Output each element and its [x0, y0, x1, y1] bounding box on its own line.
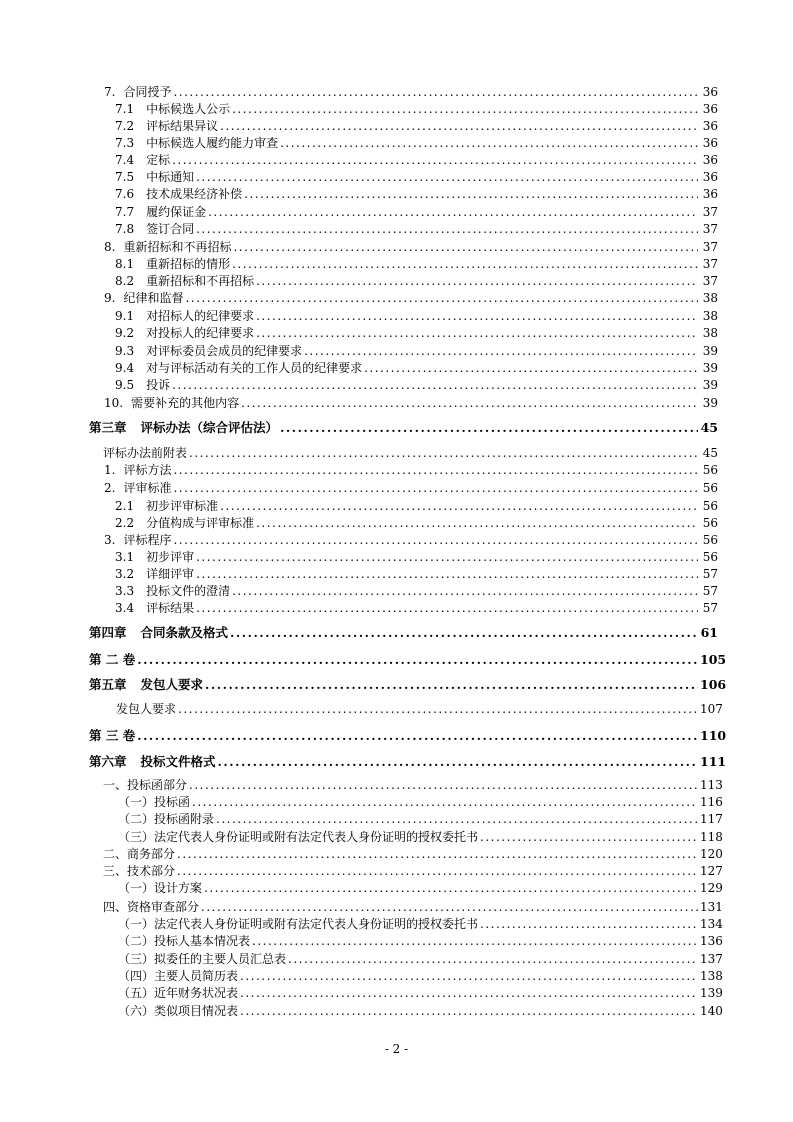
toc-chapter-entry[interactable] — [89, 754, 727, 770]
toc-entry[interactable] — [115, 515, 718, 531]
toc-entry-title: 一、投标函部分 — [103, 778, 188, 792]
toc-entry-page-number: 56 — [702, 533, 718, 547]
dot-leader — [240, 968, 698, 984]
toc-entry[interactable] — [115, 308, 718, 324]
toc-entry-page-number: 110 — [700, 728, 727, 743]
toc-entry[interactable] — [118, 968, 723, 984]
dot-leader — [216, 811, 698, 827]
toc-entry-page-number: 113 — [700, 778, 723, 792]
dot-leader — [177, 846, 698, 862]
dot-leader — [173, 462, 698, 478]
toc-entry[interactable] — [115, 583, 718, 599]
dot-leader — [232, 583, 698, 599]
toc-entry-page-number: 106 — [700, 677, 727, 692]
toc-entry-page-number: 38 — [702, 326, 718, 340]
toc-entry[interactable] — [104, 395, 718, 411]
toc-entry-number: 7.8 — [115, 222, 135, 236]
dot-leader — [172, 377, 698, 393]
toc-entry-page-number: 107 — [700, 702, 723, 716]
toc-entry-page-number: 37 — [702, 205, 718, 219]
dot-leader — [220, 498, 698, 514]
toc-entry-title: 第 二 卷 — [89, 652, 136, 667]
dot-leader — [137, 728, 698, 744]
toc-entry-title: 定标 — [146, 153, 171, 167]
toc-entry-title: （一）设计方案 — [118, 881, 203, 895]
toc-entry[interactable] — [104, 462, 718, 478]
toc-entry-number: 7.3 — [115, 136, 135, 150]
toc-entry-title: 投标文件的澄清 — [146, 584, 231, 598]
toc-entry-page-number: 118 — [700, 830, 723, 844]
toc-entry[interactable] — [118, 985, 723, 1001]
toc-entry-title: 初步评审 — [146, 550, 195, 564]
toc-entry-number: 7.4 — [115, 153, 135, 167]
toc-entry-page-number: 36 — [702, 153, 718, 167]
toc-entry-page-number: 37 — [702, 240, 718, 254]
toc-entry-title: 纪律和监督 — [123, 291, 184, 305]
dot-leader — [230, 625, 698, 641]
dot-leader — [173, 480, 698, 496]
toc-entry-title: 评标办法（综合评估法） — [140, 420, 279, 435]
toc-chapter-entry[interactable] — [89, 420, 718, 436]
toc-entry-title: 分值构成与评审标准 — [146, 516, 255, 530]
toc-entry-page-number: 38 — [702, 291, 718, 305]
toc-entry[interactable] — [115, 498, 718, 514]
toc-entry[interactable] — [115, 204, 718, 220]
toc-entry-title: 发包人要求 — [116, 702, 177, 716]
dot-leader — [364, 360, 698, 376]
toc-entry-page-number: 57 — [702, 567, 718, 581]
dot-leader — [280, 420, 698, 436]
toc-entry-title: 重新招标和不再招标 — [146, 274, 255, 288]
toc-entry-title: 评标程序 — [123, 533, 172, 547]
toc-entry[interactable] — [115, 325, 718, 341]
toc-entry-page-number: 39 — [702, 344, 718, 358]
toc-entry-title: （六）类似项目情况表 — [118, 1004, 239, 1018]
dot-leader — [256, 273, 698, 289]
toc-chapter-entry[interactable] — [89, 652, 727, 668]
toc-entry-number: 9.1 — [115, 309, 135, 323]
toc-entry[interactable] — [104, 84, 718, 100]
toc-entry-page-number: 56 — [702, 499, 718, 513]
dot-leader — [240, 1003, 698, 1019]
toc-entry[interactable] — [103, 445, 718, 461]
toc-entry-page-number: 39 — [702, 361, 718, 375]
toc-entry-page-number: 116 — [700, 795, 723, 809]
toc-entry-page-number: 45 — [700, 420, 718, 435]
toc-entry-title: （二）投标人基本情况表 — [118, 934, 251, 948]
dot-leader — [244, 186, 698, 202]
toc-entry-title: 对与评标活动有关的工作人员的纪律要求 — [146, 361, 363, 375]
toc-entry[interactable] — [103, 899, 723, 915]
toc-entry-page-number: 117 — [700, 812, 723, 826]
dot-leader — [232, 101, 698, 117]
page-number: - 2 - — [384, 1042, 409, 1056]
toc-entry[interactable] — [115, 101, 718, 117]
toc-entry-number: 9.2 — [115, 326, 135, 340]
toc-entry-page-number: 36 — [702, 170, 718, 184]
dot-leader — [196, 169, 698, 185]
toc-entry-title: 中标候选人公示 — [146, 102, 231, 116]
toc-entry-number: 第六章 — [89, 754, 127, 769]
toc-entry[interactable] — [115, 221, 718, 237]
toc-entry[interactable] — [118, 1003, 723, 1019]
toc-entry[interactable] — [103, 863, 723, 879]
toc-entry[interactable] — [118, 811, 723, 827]
toc-entry-title: 初步评审标准 — [146, 499, 219, 513]
toc-entry-title: （三）拟委任的主要人员汇总表 — [118, 952, 287, 966]
toc-entry-page-number: 57 — [702, 601, 718, 615]
dot-leader — [240, 985, 698, 1001]
dot-leader — [241, 395, 698, 411]
dot-leader — [220, 118, 698, 134]
dot-leader — [177, 863, 698, 879]
toc-entry-title: 投标文件格式 — [140, 754, 216, 769]
toc-entry-number: 3.2 — [115, 567, 135, 581]
toc-entry-title: 第 三 卷 — [89, 728, 136, 743]
toc-entry-number: 8.2 — [115, 274, 135, 288]
toc-entry-title: 履约保证金 — [146, 205, 207, 219]
toc-entry-number: 7. — [104, 85, 116, 99]
dot-leader — [173, 532, 698, 548]
toc-entry-page-number: 56 — [702, 516, 718, 530]
toc-entry-number: 7.2 — [115, 119, 135, 133]
toc-entry-page-number: 105 — [700, 652, 727, 667]
toc-entry-title: 二、商务部分 — [103, 847, 176, 861]
dot-leader — [288, 951, 698, 967]
toc-entry[interactable] — [115, 169, 718, 185]
toc-entry[interactable] — [116, 701, 723, 717]
toc-entry-title: 详细评审 — [146, 567, 195, 581]
toc-entry-title: 投诉 — [146, 378, 171, 392]
dot-leader — [185, 290, 698, 306]
toc-entry-page-number: 56 — [702, 481, 718, 495]
toc-entry-page-number: 56 — [702, 550, 718, 564]
toc-entry-page-number: 39 — [702, 378, 718, 392]
toc-entry-number: 7.1 — [115, 102, 135, 116]
toc-entry[interactable] — [104, 480, 718, 496]
toc-entry-number: 8.1 — [115, 257, 135, 271]
toc-entry[interactable] — [103, 846, 723, 862]
dot-leader — [256, 308, 698, 324]
toc-entry-number: 第三章 — [89, 420, 127, 435]
toc-entry-title: 中标通知 — [146, 170, 195, 184]
toc-entry-page-number: 134 — [700, 917, 723, 931]
toc-entry-number: 8. — [104, 240, 116, 254]
toc-entry[interactable] — [115, 186, 718, 202]
toc-entry-title: 重新招标和不再招标 — [123, 240, 232, 254]
dot-leader — [173, 84, 698, 100]
dot-leader — [137, 652, 698, 668]
toc-entry-title: （二）投标函附录 — [118, 812, 215, 826]
dot-leader — [172, 152, 698, 168]
dot-leader — [256, 515, 698, 531]
toc-entry-title: 对招标人的纪律要求 — [146, 309, 255, 323]
toc-entry-page-number: 127 — [700, 864, 723, 878]
toc-entry-page-number: 36 — [702, 119, 718, 133]
dot-leader — [233, 239, 698, 255]
toc-entry-title: 三、技术部分 — [103, 864, 176, 878]
toc-entry[interactable] — [118, 880, 723, 896]
toc-entry-page-number: 36 — [702, 85, 718, 99]
toc-entry-number: 9.4 — [115, 361, 135, 375]
toc-chapter-entry[interactable] — [89, 728, 727, 744]
toc-entry[interactable] — [118, 916, 723, 932]
toc-entry[interactable] — [118, 794, 723, 810]
toc-entry-number: 3.3 — [115, 584, 135, 598]
toc-entry-page-number: 57 — [702, 584, 718, 598]
toc-entry-page-number: 37 — [702, 257, 718, 271]
dot-leader — [196, 221, 698, 237]
toc-entry-number: 第四章 — [89, 625, 127, 640]
toc-entry[interactable] — [118, 829, 723, 845]
toc-entry-page-number: 36 — [702, 136, 718, 150]
toc-entry-title: 技术成果经济补偿 — [146, 187, 243, 201]
toc-entry[interactable] — [115, 152, 718, 168]
toc-entry-page-number: 45 — [702, 446, 718, 460]
toc-entry-title: 评审标准 — [123, 481, 172, 495]
toc-entry-title: 发包人要求 — [140, 677, 204, 692]
toc-entry-title: （五）近年财务状况表 — [118, 986, 239, 1000]
toc-entry-title: 合同授予 — [123, 85, 172, 99]
toc-entry[interactable] — [104, 239, 718, 255]
toc-entry-page-number: 37 — [702, 222, 718, 236]
toc-entry-title: 评标结果 — [146, 601, 195, 615]
toc-entry-page-number: 138 — [700, 969, 723, 983]
toc-entry-number: 1. — [104, 463, 116, 477]
toc-entry[interactable] — [115, 273, 718, 289]
toc-entry-page-number: 36 — [702, 102, 718, 116]
toc-entry[interactable] — [118, 933, 723, 949]
toc-entry-number: 7.7 — [115, 205, 135, 219]
dot-leader — [480, 829, 698, 845]
toc-entry[interactable] — [115, 566, 718, 582]
toc-entry-page-number: 129 — [700, 881, 723, 895]
toc-entry-number: 2. — [104, 481, 116, 495]
toc-entry-number: 2.2 — [115, 516, 135, 530]
toc-entry-page-number: 56 — [702, 463, 718, 477]
toc-entry-page-number: 61 — [700, 625, 718, 640]
toc-entry-title: （四）主要人员简历表 — [118, 969, 239, 983]
dot-leader — [480, 916, 698, 932]
toc-entry-number: 9. — [104, 291, 116, 305]
toc-entry-title: （一）投标函 — [118, 795, 191, 809]
toc-entry[interactable] — [115, 600, 718, 616]
toc-entry[interactable] — [115, 360, 718, 376]
dot-leader — [201, 899, 698, 915]
dot-leader — [189, 445, 698, 461]
toc-entry[interactable] — [104, 290, 718, 306]
toc-entry-page-number: 139 — [700, 986, 723, 1000]
toc-entry-number: 10. — [104, 396, 124, 410]
toc-entry-title: 评标结果异议 — [146, 119, 219, 133]
dot-leader — [280, 135, 698, 151]
dot-leader — [218, 754, 698, 770]
toc-entry[interactable] — [115, 377, 718, 393]
toc-entry-title: 评标办法前附表 — [103, 446, 188, 460]
dot-leader — [252, 933, 698, 949]
dot-leader — [196, 566, 698, 582]
dot-leader — [204, 880, 698, 896]
dot-leader — [196, 549, 698, 565]
dot-leader — [256, 325, 698, 341]
toc-entry-title: 四、资格审查部分 — [103, 900, 200, 914]
toc-entry-page-number: 38 — [702, 309, 718, 323]
toc-entry[interactable] — [104, 532, 718, 548]
toc-entry[interactable] — [115, 118, 718, 134]
toc-entry[interactable] — [118, 951, 723, 967]
dot-leader — [205, 677, 698, 693]
toc-entry-number: 7.6 — [115, 187, 135, 201]
toc-entry[interactable] — [115, 549, 718, 565]
dot-leader — [208, 204, 698, 220]
toc-entry[interactable] — [103, 777, 723, 793]
toc-entry-title: 需要补充的其他内容 — [131, 396, 240, 410]
toc-entry-number: 2.1 — [115, 499, 135, 513]
toc-entry-page-number: 37 — [702, 274, 718, 288]
toc-entry-page-number: 120 — [700, 847, 723, 861]
toc-entry-title: 中标候选人履约能力审查 — [146, 136, 279, 150]
toc-entry-title: 对评标委员会成员的纪律要求 — [146, 344, 303, 358]
toc-entry-number: 第五章 — [89, 677, 127, 692]
toc-entry-title: （三）法定代表人身份证明或附有法定代表人身份证明的授权委托书 — [118, 830, 479, 844]
toc-entry-number: 3.4 — [115, 601, 135, 615]
dot-leader — [232, 256, 698, 272]
toc-entry-title: 合同条款及格式 — [140, 625, 229, 640]
toc-entry-title: 重新招标的情形 — [146, 257, 231, 271]
toc-entry-page-number: 111 — [700, 754, 727, 769]
toc-chapter-entry[interactable] — [89, 677, 727, 693]
dot-leader — [304, 343, 698, 359]
toc-entry-page-number: 39 — [702, 396, 718, 410]
toc-chapter-entry[interactable] — [89, 625, 718, 641]
dot-leader — [189, 777, 698, 793]
toc-entry-page-number: 36 — [702, 187, 718, 201]
toc-entry-page-number: 140 — [700, 1004, 723, 1018]
dot-leader — [196, 600, 698, 616]
toc-entry-number: 3.1 — [115, 550, 135, 564]
toc-entry-title: 评标方法 — [123, 463, 172, 477]
toc-entry-title: 签订合同 — [146, 222, 195, 236]
toc-entry-page-number: 136 — [700, 934, 723, 948]
toc-entry-title: 对投标人的纪律要求 — [146, 326, 255, 340]
dot-leader — [192, 794, 698, 810]
toc-entry-number: 9.5 — [115, 378, 135, 392]
toc-entry[interactable] — [115, 343, 718, 359]
toc-entry-number: 7.5 — [115, 170, 135, 184]
toc-entry-number: 3. — [104, 533, 116, 547]
toc-entry-number: 9.3 — [115, 344, 135, 358]
toc-entry-page-number: 137 — [700, 952, 723, 966]
toc-entry-title: （一）法定代表人身份证明或附有法定代表人身份证明的授权委托书 — [118, 917, 479, 931]
toc-entry-page-number: 131 — [700, 900, 723, 914]
toc-entry[interactable] — [115, 256, 718, 272]
toc-entry[interactable] — [115, 135, 718, 151]
dot-leader — [178, 701, 698, 717]
